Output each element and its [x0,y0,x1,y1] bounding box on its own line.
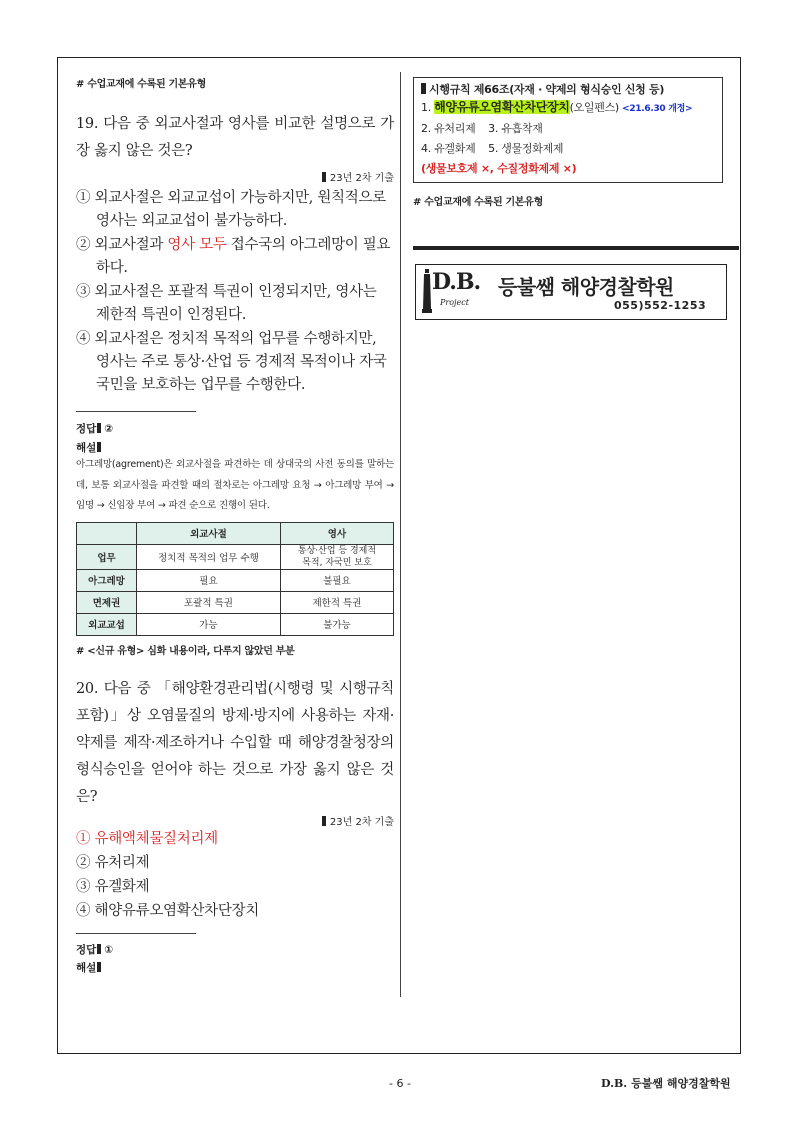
table-cell: 제한적 특권 [280,591,393,613]
right-column [413,68,739,320]
regulation-highlight: 해양유류오염확산차단장치 [434,100,570,114]
q20-answer-value: ① [104,943,114,956]
answer-divider [76,933,196,934]
table-corner [77,522,137,544]
q19-answer-label: 정답 [76,423,97,435]
table-cell [280,544,393,569]
q20-source-text: 23년 2차 기출 [329,816,394,828]
q19-explanation: 아그레망(agrement)은 외교사절을 파견하는 데 상대국의 사전 동의를 말하는데, 보통 외교사절을 파견할 때의 절차로는 아그레망 요청 → 아그레망 부여 → 임명 → 신임장 부여 → 파견 순으로 진행이 된다. [76,459,394,511]
logo-phone: 055)552-1253 [614,299,707,312]
regulation-line-3: 4. 유겔화제 5. 생물정화제제 [421,142,564,155]
q19-option-2[interactable] [76,234,394,280]
q20-option-4[interactable]: ④ 해양유류오염확산차단장치 [76,902,259,919]
q19-option-2-red: 영사 모두 [167,237,227,253]
logo-db: D.B. [432,269,481,295]
q19-answer [76,421,394,436]
q19-options [76,187,394,397]
q19-option-1[interactable]: ① 외교사절은 외교교섭이 가능하지만, 원칙적으로 영사는 외교교섭이 불가능하다. [76,190,386,229]
footer-brand [601,1075,731,1091]
table-cell: 가능 [137,613,281,635]
source-marker [322,172,326,182]
q20-answer [76,942,394,957]
table-cell: 필요 [137,569,281,591]
table-row-header: 아그레망 [77,569,137,591]
expl-marker [97,442,101,452]
table-cell: 포괄적 특권 [137,591,281,613]
left-column [76,68,394,975]
table-cell-line: 목적, 자국민 보호 [302,557,372,568]
q20-expl-label-text: 해설 [76,961,97,974]
column-divider [400,72,401,997]
table-col-consul: 영사 [280,522,393,544]
q19-explanation-label [76,440,394,455]
table-col-diplomat: 외교사절 [137,522,281,544]
regulation-amend-date: <21.6.30 개정> [622,104,693,114]
header-marker [421,83,426,94]
q20-answer-label: 정답 [76,943,97,956]
source-marker [322,816,326,826]
q20-options [76,828,394,923]
q19-option-3[interactable]: ③ 외교사절은 포괄적 특권이 인정되지만, 영사는 제한적 특권이 인정된다. [76,284,377,323]
right-tag: # 수업교재에 수록된 기본유형 [413,197,543,208]
table-row [77,591,394,613]
regulation-box [413,77,723,183]
answer-marker [97,944,101,954]
q19-option-4[interactable]: ④ 외교사절은 정치적 목적의 업무를 수행하지만, 영사는 주로 통상·산업 등 경제적 목적이나 자국 국민을 보호하는 업무를 수행한다. [76,331,387,393]
regulation-line-1-num: 1. [421,101,435,114]
q19-question: 19. 다음 중 외교사절과 영사를 비교한 설명으로 가장 옳지 않은 것은? [76,116,394,159]
table-cell: 불가능 [280,613,393,635]
regulation-line-2: 2. 유처리제 3. 유흡착재 [421,122,543,135]
table-row [77,569,394,591]
comparison-table [76,522,394,636]
expl-marker [97,962,101,972]
logo-project: Project [440,298,469,307]
regulation-header-text: 시행규칙 제66조(자재 · 약제의 형식승인 신청 등) [429,83,665,96]
footer-brand-db: D.B. [601,1077,628,1090]
q19-source-text: 23년 2차 기출 [329,173,394,184]
q19-source [76,169,394,184]
footer-brand-name: 등불쌤 해양경찰학원 [631,1077,731,1090]
table-cell: 불필요 [280,569,393,591]
table-header-row [77,522,394,544]
lighthouse-icon [422,269,432,315]
table-row-header: 외교교섭 [77,613,137,635]
table-cell-line: 통상·산업 등 경제적 [297,545,377,556]
logo-academy-name: 등불쌤 해양경찰학원 [498,275,674,299]
q19-expl-label-text: 해설 [76,442,97,454]
q19-tag: # 수업교재에 수록된 기본유형 [76,79,206,90]
q19-option-2-pre: ② 외교사절과 [76,237,168,253]
thick-divider [413,246,739,250]
q20-explanation-label [76,960,394,975]
answer-divider [76,411,196,412]
q20-option-1[interactable]: ① 유해액체물질처리제 [76,830,218,847]
q20-source [76,813,394,828]
regulation-line-1-post: (오일펜스) [569,101,623,114]
answer-marker [97,423,101,433]
q20-option-2[interactable]: ② 유처리제 [76,854,150,871]
table-cell: 정치적 목적의 업무 수행 [137,544,281,569]
regulation-line-1 [421,97,716,119]
q19-answer-value: ② [104,423,114,435]
q19-note: # <신규 유형> 심화 내용이라, 다루지 않았던 부분 [76,645,295,657]
regulation-header [421,81,716,97]
table-row [77,613,394,635]
table-row-header: 업무 [77,544,137,569]
academy-logo [415,264,727,320]
q20-question: 20. 다음 중 「해양환경관리법(시행령 및 시행규칙 포함)」상 오염물질의 방제·방지에 사용하는 자재·약제를 제작·제조하거나 수입할 때 해양경찰청장의 형식승인을 얻어야 하는 것으로 가장 옳지 않은 것은? [76,680,394,805]
page-number: - 6 - [389,1077,411,1090]
table-row-header: 면제권 [77,591,137,613]
q20-option-3[interactable]: ③ 유겔화제 [76,878,150,895]
regulation-line-4: (생물보호제 ×, 수질정화제제 ×) [421,162,577,175]
q19-option-2-post: 접수국의 아그레망이 필요하다. [96,237,391,276]
table-row [77,544,394,569]
